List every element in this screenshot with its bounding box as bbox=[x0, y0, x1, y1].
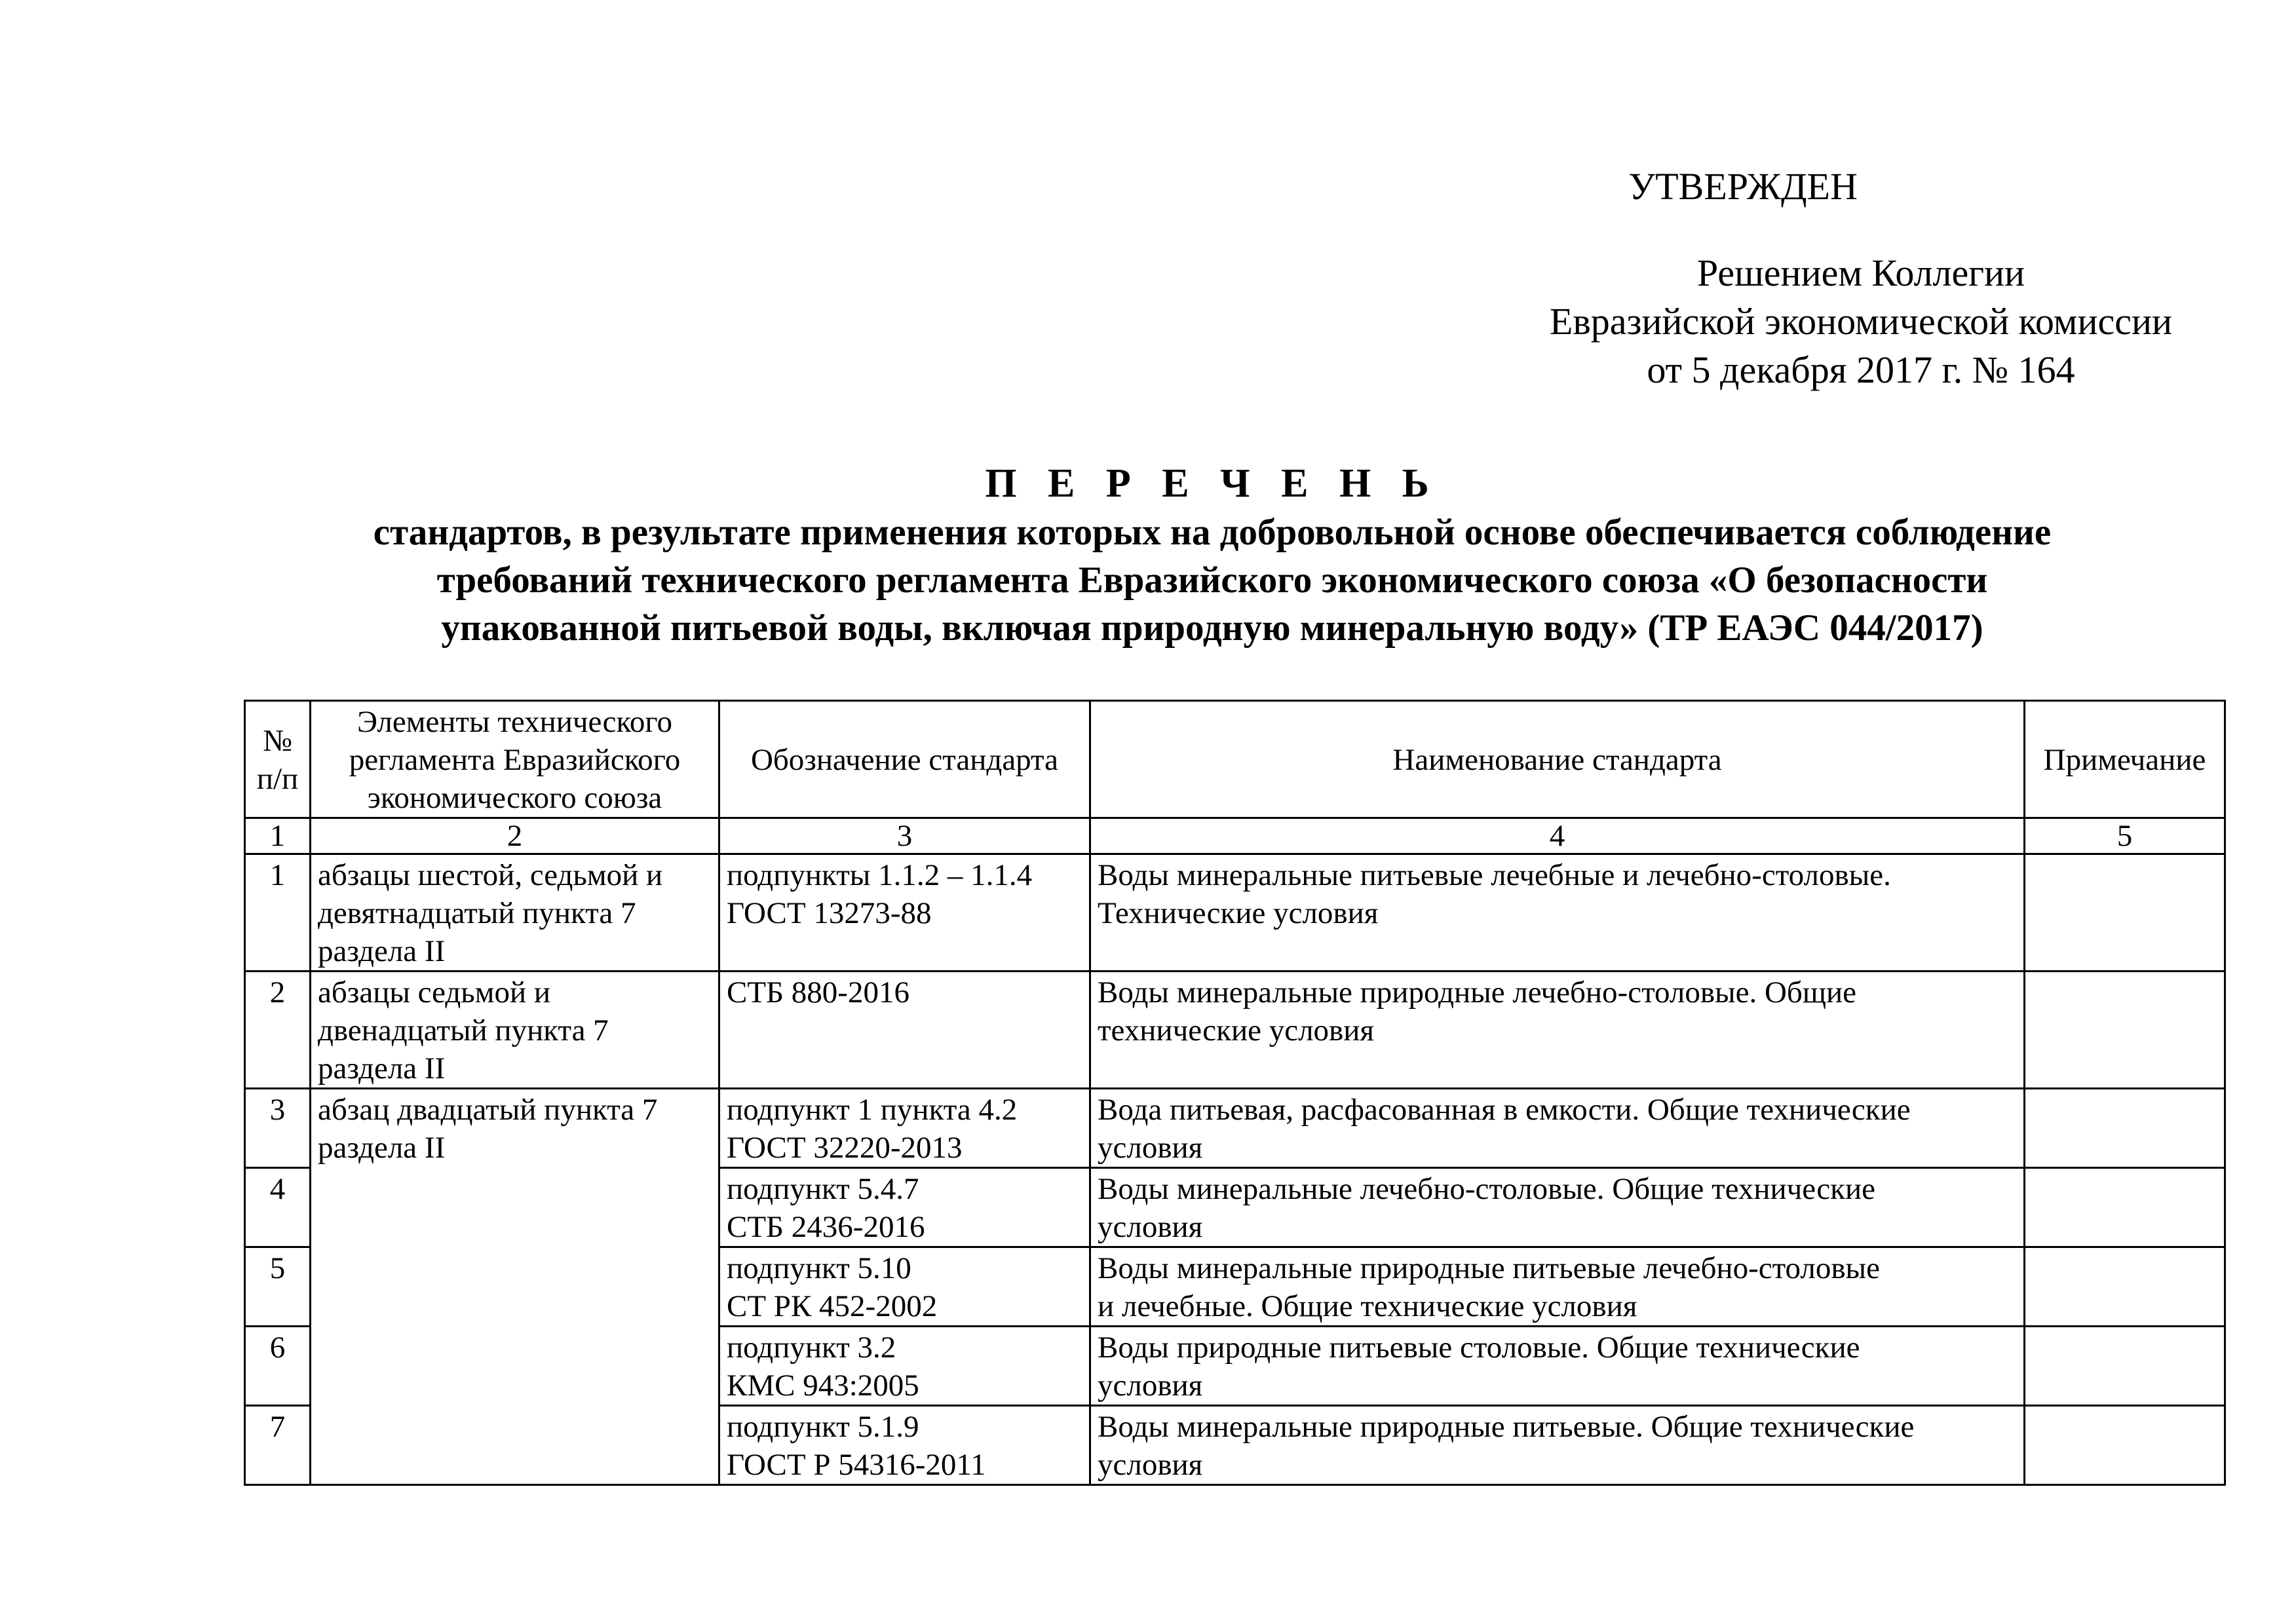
header-note bbox=[2025, 701, 2225, 818]
row-number: 5 bbox=[245, 1247, 311, 1327]
row-standard-name bbox=[1090, 1089, 2025, 1168]
cell-line: девятнадцатый пункта 7 bbox=[318, 896, 636, 930]
row-note bbox=[2025, 1406, 2225, 1485]
header-element bbox=[311, 701, 719, 818]
column-number: 2 bbox=[311, 818, 719, 854]
cell-line: Вода питьевая, расфасованная в емкости. Общие технические bbox=[1098, 1093, 1911, 1127]
column-number: 5 bbox=[2025, 818, 2225, 854]
header-designation bbox=[719, 701, 1090, 818]
cell-line: подпункты 1.1.2 – 1.1.4 bbox=[727, 858, 1033, 892]
column-number-row bbox=[245, 818, 2225, 854]
row-standard-name bbox=[1090, 1168, 2025, 1247]
row-number: 1 bbox=[245, 854, 311, 972]
cell-line: подпункт 5.1.9 bbox=[727, 1410, 919, 1444]
header-line: Обозначение стандарта bbox=[750, 743, 1059, 777]
header-line: № bbox=[263, 724, 292, 758]
row-number: 6 bbox=[245, 1327, 311, 1406]
table-row bbox=[245, 972, 2225, 1089]
row-element bbox=[311, 972, 719, 1089]
title-subheading bbox=[249, 508, 2175, 652]
cell-line: СТБ 880-2016 bbox=[727, 975, 909, 1010]
row-designation bbox=[719, 972, 1090, 1089]
header-line: п/п bbox=[256, 762, 299, 796]
cell-line: и лечебные. Общие технические условия bbox=[1098, 1289, 1637, 1323]
table-row bbox=[245, 1089, 2225, 1168]
row-standard-name bbox=[1090, 972, 2025, 1089]
approval-line: от 5 декабря 2017 г. № 164 bbox=[1647, 349, 2075, 391]
row-note bbox=[2025, 1089, 2225, 1168]
approval-line: Решением Коллегии bbox=[1696, 252, 2025, 294]
cell-line: ГОСТ 13273-88 bbox=[727, 896, 932, 930]
cell-line: КМС 943:2005 bbox=[727, 1369, 919, 1403]
cell-line: раздела II bbox=[318, 1131, 446, 1165]
cell-line: Воды минеральные природные лечебно-столовые. Общие bbox=[1098, 975, 1857, 1010]
cell-line: условия bbox=[1098, 1448, 1203, 1482]
row-note bbox=[2025, 854, 2225, 972]
cell-line: раздела II bbox=[318, 1051, 446, 1086]
cell-line: условия bbox=[1098, 1131, 1203, 1165]
approval-decision bbox=[1494, 249, 2228, 394]
cell-line: Воды минеральные лечебно-столовые. Общие технические bbox=[1098, 1172, 1876, 1206]
cell-line: Технические условия bbox=[1098, 896, 1379, 930]
row-designation bbox=[719, 1089, 1090, 1168]
cell-line: технические условия bbox=[1098, 1013, 1374, 1048]
row-designation bbox=[719, 1327, 1090, 1406]
cell-line: подпункт 3.2 bbox=[727, 1331, 896, 1365]
row-designation bbox=[719, 854, 1090, 972]
row-note bbox=[2025, 972, 2225, 1089]
row-standard-name bbox=[1090, 1327, 2025, 1406]
cell-line: абзацы седьмой и bbox=[318, 975, 551, 1010]
header-line: экономического союза bbox=[367, 781, 662, 815]
cell-line: Воды минеральные природные питьевые лечебно-столовые bbox=[1098, 1251, 1880, 1285]
cell-line: Воды минеральные питьевые лечебные и лечебно-столовые. bbox=[1098, 858, 1891, 892]
cell-line: ГОСТ Р 54316-2011 bbox=[727, 1448, 986, 1482]
cell-line: Воды природные питьевые столовые. Общие технические bbox=[1098, 1331, 1860, 1365]
header-line: Наименование стандарта bbox=[1392, 743, 1722, 777]
row-standard-name bbox=[1090, 1406, 2025, 1485]
row-element bbox=[311, 854, 719, 972]
row-number: 2 bbox=[245, 972, 311, 1089]
cell-line: абзац двадцатый пункта 7 bbox=[318, 1093, 658, 1127]
header-line: регламента Евразийского bbox=[349, 743, 681, 777]
column-number: 4 bbox=[1090, 818, 2025, 854]
cell-line: абзацы шестой, седьмой и bbox=[318, 858, 663, 892]
row-note bbox=[2025, 1247, 2225, 1327]
row-note bbox=[2025, 1168, 2225, 1247]
cell-line: раздела II bbox=[318, 934, 446, 968]
header-line: Примечание bbox=[2043, 743, 2206, 777]
row-number: 7 bbox=[245, 1406, 311, 1485]
header-name bbox=[1090, 701, 2025, 818]
cell-line: СТБ 2436-2016 bbox=[727, 1210, 925, 1244]
row-number: 4 bbox=[245, 1168, 311, 1247]
row-note bbox=[2025, 1327, 2225, 1406]
row-designation bbox=[719, 1406, 1090, 1485]
cell-line: двенадцатый пункта 7 bbox=[318, 1013, 609, 1048]
standards-table bbox=[244, 700, 2226, 1486]
header-num bbox=[245, 701, 311, 818]
cell-line: подпункт 5.10 bbox=[727, 1251, 911, 1285]
row-standard-name bbox=[1090, 1247, 2025, 1327]
row-designation bbox=[719, 1247, 1090, 1327]
row-standard-name bbox=[1090, 854, 2025, 972]
row-number: 3 bbox=[245, 1089, 311, 1168]
cell-line: подпункт 1 пункта 4.2 bbox=[727, 1093, 1018, 1127]
cell-line: подпункт 5.4.7 bbox=[727, 1172, 919, 1206]
row-element bbox=[311, 1089, 719, 1485]
cell-line: условия bbox=[1098, 1210, 1203, 1244]
header-line: Элементы технического bbox=[356, 705, 672, 739]
title-heading: П Е Р Е Ч Е Н Ь bbox=[985, 461, 1440, 506]
subheading-line: требований технического регламента Евразийского экономического союза «О безопасности bbox=[436, 559, 1988, 601]
column-number: 3 bbox=[719, 818, 1090, 854]
row-designation bbox=[719, 1168, 1090, 1247]
cell-line: условия bbox=[1098, 1369, 1203, 1403]
document-title bbox=[249, 459, 2175, 652]
cell-line: ГОСТ 32220-2013 bbox=[727, 1131, 963, 1165]
approval-line: Евразийской экономической комиссии bbox=[1549, 300, 2173, 343]
subheading-line: стандартов, в результате применения которых на добровольной основе обеспечивается соблюдение bbox=[373, 512, 2052, 553]
column-number: 1 bbox=[245, 818, 311, 854]
table-row bbox=[245, 854, 2225, 972]
approval-stamp: УТВЕРЖДЕН bbox=[1628, 165, 1858, 208]
header-row bbox=[245, 701, 2225, 818]
cell-line: Воды минеральные природные питьевые. Общие технические bbox=[1098, 1410, 1915, 1444]
cell-line: СТ РК 452-2002 bbox=[727, 1289, 938, 1323]
subheading-line: упакованной питьевой воды, включая природную минеральную воду» (ТР ЕАЭС 044/2017) bbox=[441, 607, 1983, 649]
